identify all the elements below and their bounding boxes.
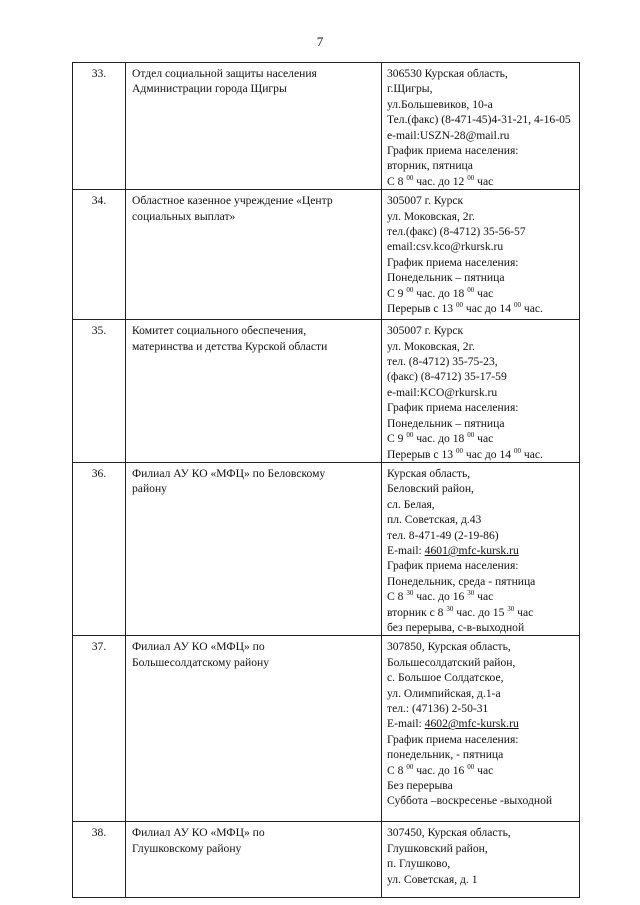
contact-line: ул. Советская, д. 1 <box>387 872 478 886</box>
organization-line: Областное казенное учреждение «Центр <box>132 194 333 208</box>
contact-line: e-mail:KCO@rkursk.ru <box>387 385 498 399</box>
table-row <box>73 320 580 463</box>
contact-line: Без перерыва <box>387 779 453 793</box>
contact-line: С 8 $^{00}$ час. до 16 $^{00}$ час <box>387 762 494 777</box>
contact-line: ул. Моковская, 2г. <box>387 209 475 223</box>
contact-line: Перерыв с 13 $^{00}$ час до 14 $^{00}$ час. <box>387 446 543 461</box>
contact-line: С 8 $^{30}$ час. до 16 $^{30}$ час <box>387 589 494 604</box>
contact-line: Тел.(факс) (8-471-45)4-31-21, 4-16-05 <box>387 113 571 127</box>
contact-line: понедельник, - пятница <box>387 748 504 762</box>
contact-line: тел.(факс) (8-4712) 35-56-57 <box>387 225 526 239</box>
organization-line: Администрации города Щигры <box>132 82 287 96</box>
contact-line: п. Глушково, <box>387 857 451 871</box>
contact-line: График приема населения: <box>387 255 519 269</box>
organization-line: Филиал АУ КО «МФЦ» по <box>132 640 265 654</box>
contact-line: График приема населения: <box>387 559 519 573</box>
contact-line: С 8 $^{00}$ час. до 12 $^{00}$ час <box>387 173 494 188</box>
contact-line: 307850, Курская область, <box>387 640 511 654</box>
table-row <box>73 462 580 635</box>
organization-name <box>126 63 382 190</box>
organization-line: Большесолдатскому району <box>132 655 270 669</box>
offices-table <box>72 62 580 898</box>
organization-line: материнства и детства Курской области <box>132 339 328 353</box>
contact-details <box>382 190 580 320</box>
contact-line: График приема населения: <box>387 732 519 746</box>
contact-line: ул.Большевиков, 10-а <box>387 97 493 111</box>
contact-details <box>382 462 580 635</box>
contact-line: 307450, Курская область, <box>387 826 511 840</box>
organization-name <box>126 462 382 635</box>
contact-line: вторник, пятница <box>387 159 473 173</box>
contact-line: E-mail: 4601@mfc-kursk.ru <box>387 543 519 557</box>
row-number: 34. <box>73 190 126 320</box>
contact-line: сл. Белая, <box>387 497 435 511</box>
contact-line: 305007 г. Курск <box>387 194 464 208</box>
row-number: 36. <box>73 462 126 635</box>
contact-line: (факс) (8-4712) 35-17-59 <box>387 370 507 384</box>
contact-line: E-mail: 4602@mfc-kursk.ru <box>387 717 519 731</box>
organization-name <box>126 636 382 822</box>
contact-line: с. Большое Солдатское, <box>387 671 504 685</box>
organization-name <box>126 822 382 898</box>
organization-line: социальных выплат» <box>132 209 236 223</box>
organization-line: Отдел социальной защиты населения <box>132 67 317 80</box>
contact-line: График приема населения: <box>387 401 519 415</box>
page-number: 7 <box>316 34 324 49</box>
table-row <box>73 822 580 898</box>
contact-line: Понедельник, среда - пятница <box>387 574 536 588</box>
organization-name <box>126 190 382 320</box>
table-row <box>73 63 580 190</box>
contact-line: e-mail:USZN-28@mail.ru <box>387 128 510 142</box>
table-row <box>73 190 580 320</box>
contact-details <box>382 320 580 463</box>
contact-line: Курская область, <box>387 466 471 480</box>
contact-line: С 9 $^{00}$ час. до 18 $^{00}$ час <box>387 431 494 446</box>
contact-line: ул. Моковская, 2г. <box>387 339 475 353</box>
contact-line: Понедельник – пятница <box>387 271 505 285</box>
contact-line: С 9 $^{00}$ час. до 18 $^{00}$ час <box>387 285 494 300</box>
organization-line: Филиал АУ КО «МФЦ» по <box>132 826 265 840</box>
contact-line: без перерыва, с-в-выходной <box>387 620 525 634</box>
row-number: 38. <box>73 822 126 898</box>
contact-line: email:csv.kco@rkursk.ru <box>387 240 504 254</box>
contact-line: г.Щигры, <box>387 82 433 96</box>
organization-line: Глушковскому району <box>132 841 242 855</box>
row-number: 33. <box>73 63 126 190</box>
organization-line: Филиал АУ КО «МФЦ» по Беловскому <box>132 466 326 480</box>
contact-line: тел.: (47136) 2-50-31 <box>387 702 489 715</box>
table-row <box>73 636 580 822</box>
contact-line: пл. Советская, д.43 <box>387 513 482 527</box>
contact-line: 306530 Курская область, <box>387 67 508 80</box>
contact-line: График приема населения: <box>387 144 519 158</box>
contact-line: 305007 г. Курск <box>387 324 464 338</box>
contact-line: тел. (8-4712) 35-75-23, <box>387 355 498 369</box>
organization-line: району <box>132 482 167 496</box>
contact-line: Перерыв с 13 $^{00}$ час до 14 $^{00}$ час. <box>387 301 543 316</box>
contact-details <box>382 636 580 822</box>
contact-line: Суббота –воскресенье -выходной <box>387 794 553 808</box>
contact-line: Большесолдатский район, <box>387 655 516 669</box>
contact-details <box>382 63 580 190</box>
contact-line: Глушковский район, <box>387 841 488 855</box>
organization-line: Комитет социального обеспечения, <box>132 324 307 338</box>
contact-line: ул. Олимпийская, д.1-а <box>387 686 501 700</box>
row-number: 37. <box>73 636 126 822</box>
organization-name <box>126 320 382 463</box>
contact-line: Беловский район, <box>387 482 474 496</box>
contact-line: Понедельник – пятница <box>387 416 505 430</box>
row-number: 35. <box>73 320 126 463</box>
contact-details <box>382 822 580 898</box>
contact-line: тел. 8-471-49 (2-19-86) <box>387 528 499 542</box>
contact-line: вторник с 8 $^{30}$ час. до 15 $^{30}$ час <box>387 604 534 619</box>
